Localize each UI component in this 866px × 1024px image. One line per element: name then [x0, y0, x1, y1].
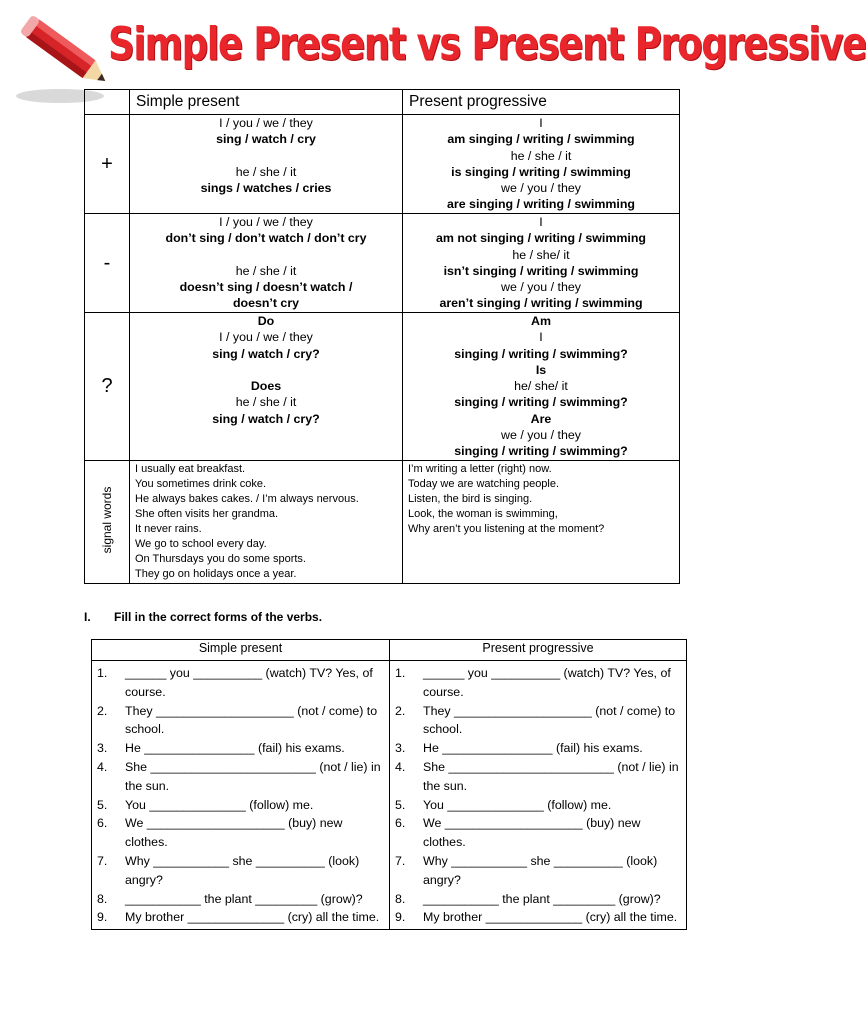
signal-progressive-cell — [403, 461, 680, 584]
line: we / you / they — [501, 181, 581, 196]
exercise-progressive-column — [390, 661, 687, 930]
exercise-item-number: 9. — [395, 910, 406, 925]
signal-simple-cell — [130, 461, 403, 584]
line: singing / writing / swimming? — [454, 346, 628, 361]
exercise-item — [395, 664, 680, 702]
grammar-table — [84, 89, 680, 584]
signal-line: Today we are watching people. — [408, 478, 560, 490]
signal-line: I usually eat breakfast. — [135, 463, 246, 475]
line: aren’t singing / writing / swimming — [439, 296, 643, 311]
exercise-item — [395, 814, 680, 852]
exercise-item-number: 1. — [395, 666, 406, 680]
exercise-item-number: 2. — [97, 703, 108, 718]
line: we / you / they — [501, 428, 581, 443]
exercise-item — [97, 814, 383, 852]
exercise-item-text: You ______________ (follow) me. — [423, 797, 612, 812]
exercise-item-text: We ____________________ (buy) new clothes. — [423, 816, 641, 850]
line: I / you / we / they — [219, 215, 313, 229]
line: I — [539, 215, 543, 229]
exercise-header-simple: Simple present — [92, 640, 390, 661]
line: am not singing / writing / swimming — [436, 231, 646, 246]
line: Are — [530, 411, 552, 426]
question-simple-cell — [130, 313, 403, 461]
exercise-item-number: 2. — [395, 703, 406, 718]
line: doesn’t cry — [232, 296, 300, 311]
exercise-item-text: We ____________________ (buy) new clothes. — [125, 816, 343, 850]
exercise-item-number: 4. — [395, 759, 406, 774]
signal-line: I’m writing a letter (right) now. — [408, 463, 552, 475]
question-progressive-cell — [403, 313, 680, 461]
exercise-item — [97, 796, 383, 815]
exercise-item-text: He ________________ (fail) his exams. — [423, 741, 643, 756]
line: sings / watches / cries — [200, 181, 332, 196]
exercise-item-number: 9. — [97, 910, 108, 925]
positive-simple-cell — [130, 115, 403, 214]
exercise-item-number: 6. — [97, 816, 108, 831]
exercise-item — [395, 796, 680, 815]
exercise-item-number: 7. — [97, 853, 108, 868]
question-symbol: ? — [85, 313, 130, 461]
signal-words-label-cell — [85, 461, 130, 584]
exercise-item — [395, 758, 680, 796]
exercise-item — [97, 664, 383, 702]
negative-progressive-cell — [403, 214, 680, 313]
exercise-item — [395, 852, 680, 890]
exercise-item-text: My brother ______________ (cry) all the time. — [423, 910, 678, 925]
line: he / she / it — [510, 148, 572, 163]
exercise-list-progressive — [395, 664, 680, 927]
exercise-item-number: 5. — [395, 797, 406, 812]
signal-line: On Thursdays you do some sports. — [135, 553, 306, 565]
exercise-item-number: 4. — [97, 759, 108, 774]
line: I — [539, 330, 543, 345]
exercise-item-text: You ______________ (follow) me. — [125, 797, 314, 812]
exercise-number: I. — [84, 610, 91, 624]
line: Is — [535, 362, 547, 377]
signal-words-label: signal words — [100, 486, 114, 554]
header — [0, 0, 866, 92]
exercise-item — [395, 739, 680, 758]
line: he / she / it — [235, 395, 297, 410]
exercise-item-number: 3. — [97, 741, 108, 756]
exercise-item-number: 7. — [395, 853, 406, 868]
signal-line: He always bakes cakes. / I’m always nervous. — [135, 493, 359, 505]
exercise-item-number: 8. — [395, 891, 406, 906]
exercise-item-text: She ________________________ (not / lie) in the sun. — [423, 759, 679, 793]
signal-line: Listen, the bird is singing. — [408, 493, 533, 505]
signal-line: She often visits her grandma. — [135, 508, 279, 520]
line: isn’t singing / writing / swimming — [443, 263, 639, 278]
exercise-item-text: ___________ the plant _________ (grow)? — [423, 891, 661, 906]
line: doesn’t sing / doesn’t watch / — [179, 280, 353, 295]
line: Does — [250, 379, 282, 394]
line: we / you / they — [501, 280, 581, 295]
exercise-item-text: ___________ the plant _________ (grow)? — [125, 891, 363, 906]
exercise-simple-column — [92, 661, 390, 930]
line: am singing / writing / swimming — [447, 132, 635, 147]
line: I — [539, 116, 543, 130]
line: he/ she/ it — [514, 379, 568, 394]
exercise-item-text: They ____________________ (not / come) to school. — [125, 703, 378, 737]
exercise-item-number: 5. — [97, 797, 108, 812]
line: I / you / we / they — [219, 116, 313, 130]
exercise-item — [395, 908, 680, 927]
header-present-progressive: Present progressive — [403, 90, 680, 115]
exercise-item-text: She ________________________ (not / lie) in the sun. — [125, 759, 381, 793]
positive-progressive-cell — [403, 115, 680, 214]
exercise-item — [97, 739, 383, 758]
exercise-item — [395, 702, 680, 740]
page-title: Simple Present vs Present Progressive — [108, 18, 866, 71]
exercise-item-number: 6. — [395, 816, 406, 831]
signal-line: You sometimes drink coke. — [135, 478, 267, 490]
exercise-item-text: He ________________ (fail) his exams. — [125, 741, 345, 756]
exercise-item-number: 3. — [395, 741, 406, 756]
line: Am — [531, 314, 551, 328]
line — [130, 362, 402, 378]
negative-simple-cell — [130, 214, 403, 313]
empty-header-cell — [85, 90, 130, 115]
exercise-item-number: 8. — [97, 891, 108, 906]
exercise-item-number: 1. — [97, 666, 108, 680]
exercise-item-text: My brother ______________ (cry) all the time. — [125, 910, 380, 925]
line: sing / watch / cry? — [212, 346, 320, 361]
exercise-item-text: They ____________________ (not / come) to school. — [423, 703, 676, 737]
line: sing / watch / cry — [216, 132, 316, 147]
exercise-item — [97, 908, 383, 927]
exercise-item — [395, 890, 680, 909]
exercise-item-text: ______ you __________ (watch) TV? Yes, of course. — [125, 666, 373, 699]
exercise-table — [91, 639, 687, 930]
line: he / she/ it — [512, 247, 570, 262]
signal-line: We go to school every day. — [135, 538, 267, 550]
line: singing / writing / swimming? — [454, 395, 628, 410]
line: he / she / it — [235, 164, 297, 179]
exercise-item-text: Why ___________ she __________ (look) angry? — [423, 853, 658, 887]
header-simple-present: Simple present — [130, 90, 403, 115]
exercise-header-progressive: Present progressive — [390, 640, 687, 661]
exercise-item — [97, 890, 383, 909]
exercise-item-text: Why ___________ she __________ (look) angry? — [125, 853, 360, 887]
line — [130, 247, 402, 263]
line: Do — [257, 314, 275, 328]
signal-line: They go on holidays once a year. — [135, 568, 297, 580]
exercise-list-simple — [97, 664, 383, 927]
line: sing / watch / cry? — [212, 411, 320, 426]
line: he / she / it — [235, 263, 297, 278]
exercise-instruction: Fill in the correct forms of the verbs. — [114, 610, 323, 624]
line: I / you / we / they — [219, 330, 313, 345]
exercise-item — [97, 852, 383, 890]
exercise-item — [97, 702, 383, 740]
signal-line: Look, the woman is swimming, — [408, 508, 558, 520]
signal-line: It never rains. — [135, 523, 202, 535]
exercise-item-text: ______ you __________ (watch) TV? Yes, of course. — [423, 666, 671, 699]
line — [130, 148, 402, 164]
positive-symbol: + — [85, 115, 130, 214]
line: don’t sing / don’t watch / don’t cry — [165, 231, 367, 246]
negative-symbol: - — [85, 214, 130, 313]
exercise-item — [97, 758, 383, 796]
signal-line: Why aren’t you listening at the moment? — [408, 523, 605, 535]
line: singing / writing / swimming? — [454, 444, 628, 459]
exercise-heading — [84, 610, 322, 624]
line: are singing / writing / swimming — [447, 197, 635, 212]
line: is singing / writing / swimming — [451, 164, 631, 179]
